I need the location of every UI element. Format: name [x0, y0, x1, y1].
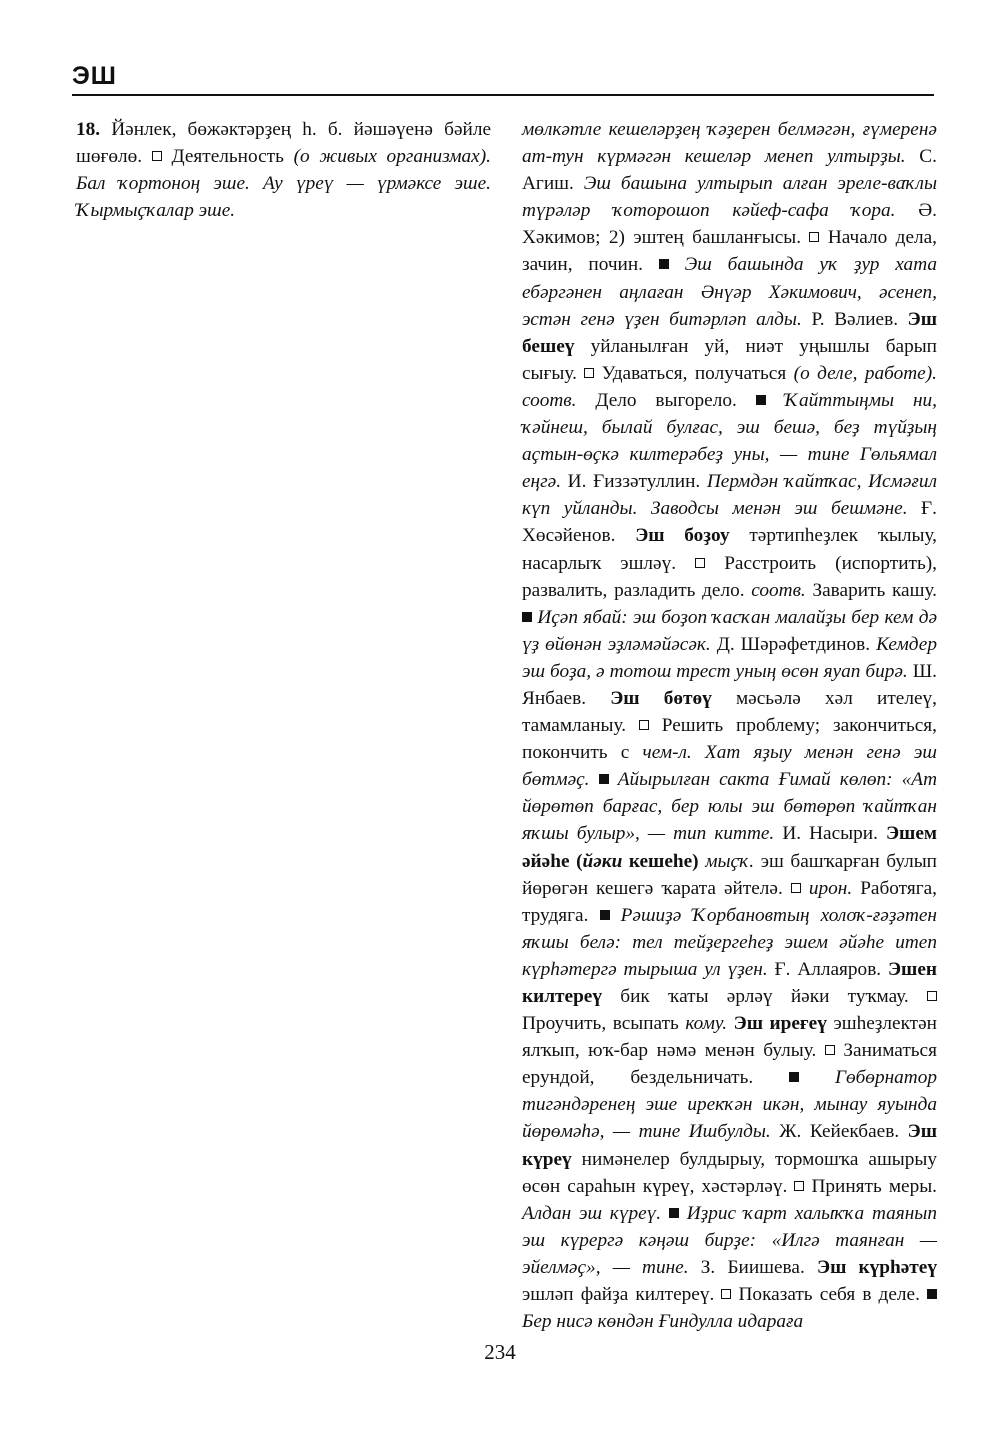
page-number: 234	[484, 1340, 516, 1364]
left-column-text: 18. Йәнлек, бөжәктәрҙең һ. б. йәшәүенә бәйле шөғөлө. Деятельность (о живых организмах). Бал ҡортоноң эше. Ау үреү — үрмәксе эше. Ҡырмыҫҡалар эше.	[76, 119, 491, 222]
right-column-text: мөлкәтле кешеләрҙең ҡәҙерен белмәгән, ғүмеренә ат-тун күрмәгән кешеләр менеп ултырҙы. С. Агиш. Эш башына ултырып алған эреле-ваҡлы түрәләр ҡоторошоп кәйеф-сафа ҡора. Ә. Хәкимов; 2) эштең башланғысы. Начало дела, зачин, почин. Эш башында уҡ ҙур хата ебәргәнен аңлаған Әнүәр Хәкимович, әсенеп, эстән генә үҙен битәрләп алды. Р. Вәлиев. Эш бешеү уйланылған уй, ниәт уңышлы барып сығыу. Удаваться, получаться (о деле, работе). соотв. Дело выгорело. Ҡайттыңмы ни, ҡәйнеш, былай булғас, эш бешә, беҙ түйҙың аҫтын-өҫкә килтерәбеҙ уны, — тине Гөльямал еңгә. И. Ғиззәтуллин. Пермдән ҡайтҡас, Исмәғил күп уйланды. Заводсы менән эш бешмәне. Ғ. Хөсәйенов. Эш боҙоу тәртипһеҙлек ҡылыу, насарлыҡ эшләү. Расстроить (испортить), развалить, разладить дело. соотв. Заварить кашу. Иҫәп ябай: эш боҙоп ҡасҡан малайҙы бер кем дә үҙ өйөнән эҙләмәйәсәк. Д. Шәрәфетдинов. Кемдер эш боҙа, ә тотош трест уның өсөн яуап бирә. Ш. Янбаев. Эш бөтөү мәсьәлә хәл ителеү, тамамланыу. Решить проблему; закончиться, покончить с чем-л. Хат яҙыу менән генә эш бөтмәҫ. Айырылған сакта Ғимай көлөп: «Ат йөрөтөп барғас, бер юлы эш бөтөрөп ҡайтҡан яҡшы булыр», — тип китте. И. Насыри. Эшем әйәһе (йәки кешеһе) мыҫҡ. эш башҡарған булып йөрөгән кешегә ҡарата әйтелә. ирон. Работяга, трудяга. Рәшиҙә Ҡорбановтың холоҡ-ғәҙәтен яҡшы белә: тел тейҙергеһеҙ эшем әйәһе итеп күрһәтергә тырыша ул үҙен. Ғ. Аллаяров. Эшен килтереү бик ҡаты әрләү йәки туҡмау. Проучить, всыпать кому. Эш иреғеү эшһеҙлектән ялҡып, юҡ-бар нәмә менән булыу. Заниматься ерундой, бездельничать. Гөбөрнатор тигәндәренең эше ирекҡән икән, мынау яуында йөрөмәһә, — тине Ишбулды. Ж. Кейекбаев. Эш күреү нимәнелер булдырыу, тормошҡа ашырыу өсөн сараһын күреү, хәстәрләү. Принять меры. Алдан эш күреү. Иҙрис ҡарт халыҡҡа таянып эш күрергә кәңәш бирҙе: «Илгә таянған — эйелмәҫ», — тине. З. Биишева. Эш күрһәтеү эшләп файҙа килтереү. Показать себя в деле. Бер нисә көндән Ғиндулла идараға	[522, 119, 938, 1333]
left-column	[76, 116, 491, 224]
running-head: ЭШ	[72, 62, 117, 90]
right-column	[522, 116, 937, 1335]
header-rule	[72, 94, 934, 96]
